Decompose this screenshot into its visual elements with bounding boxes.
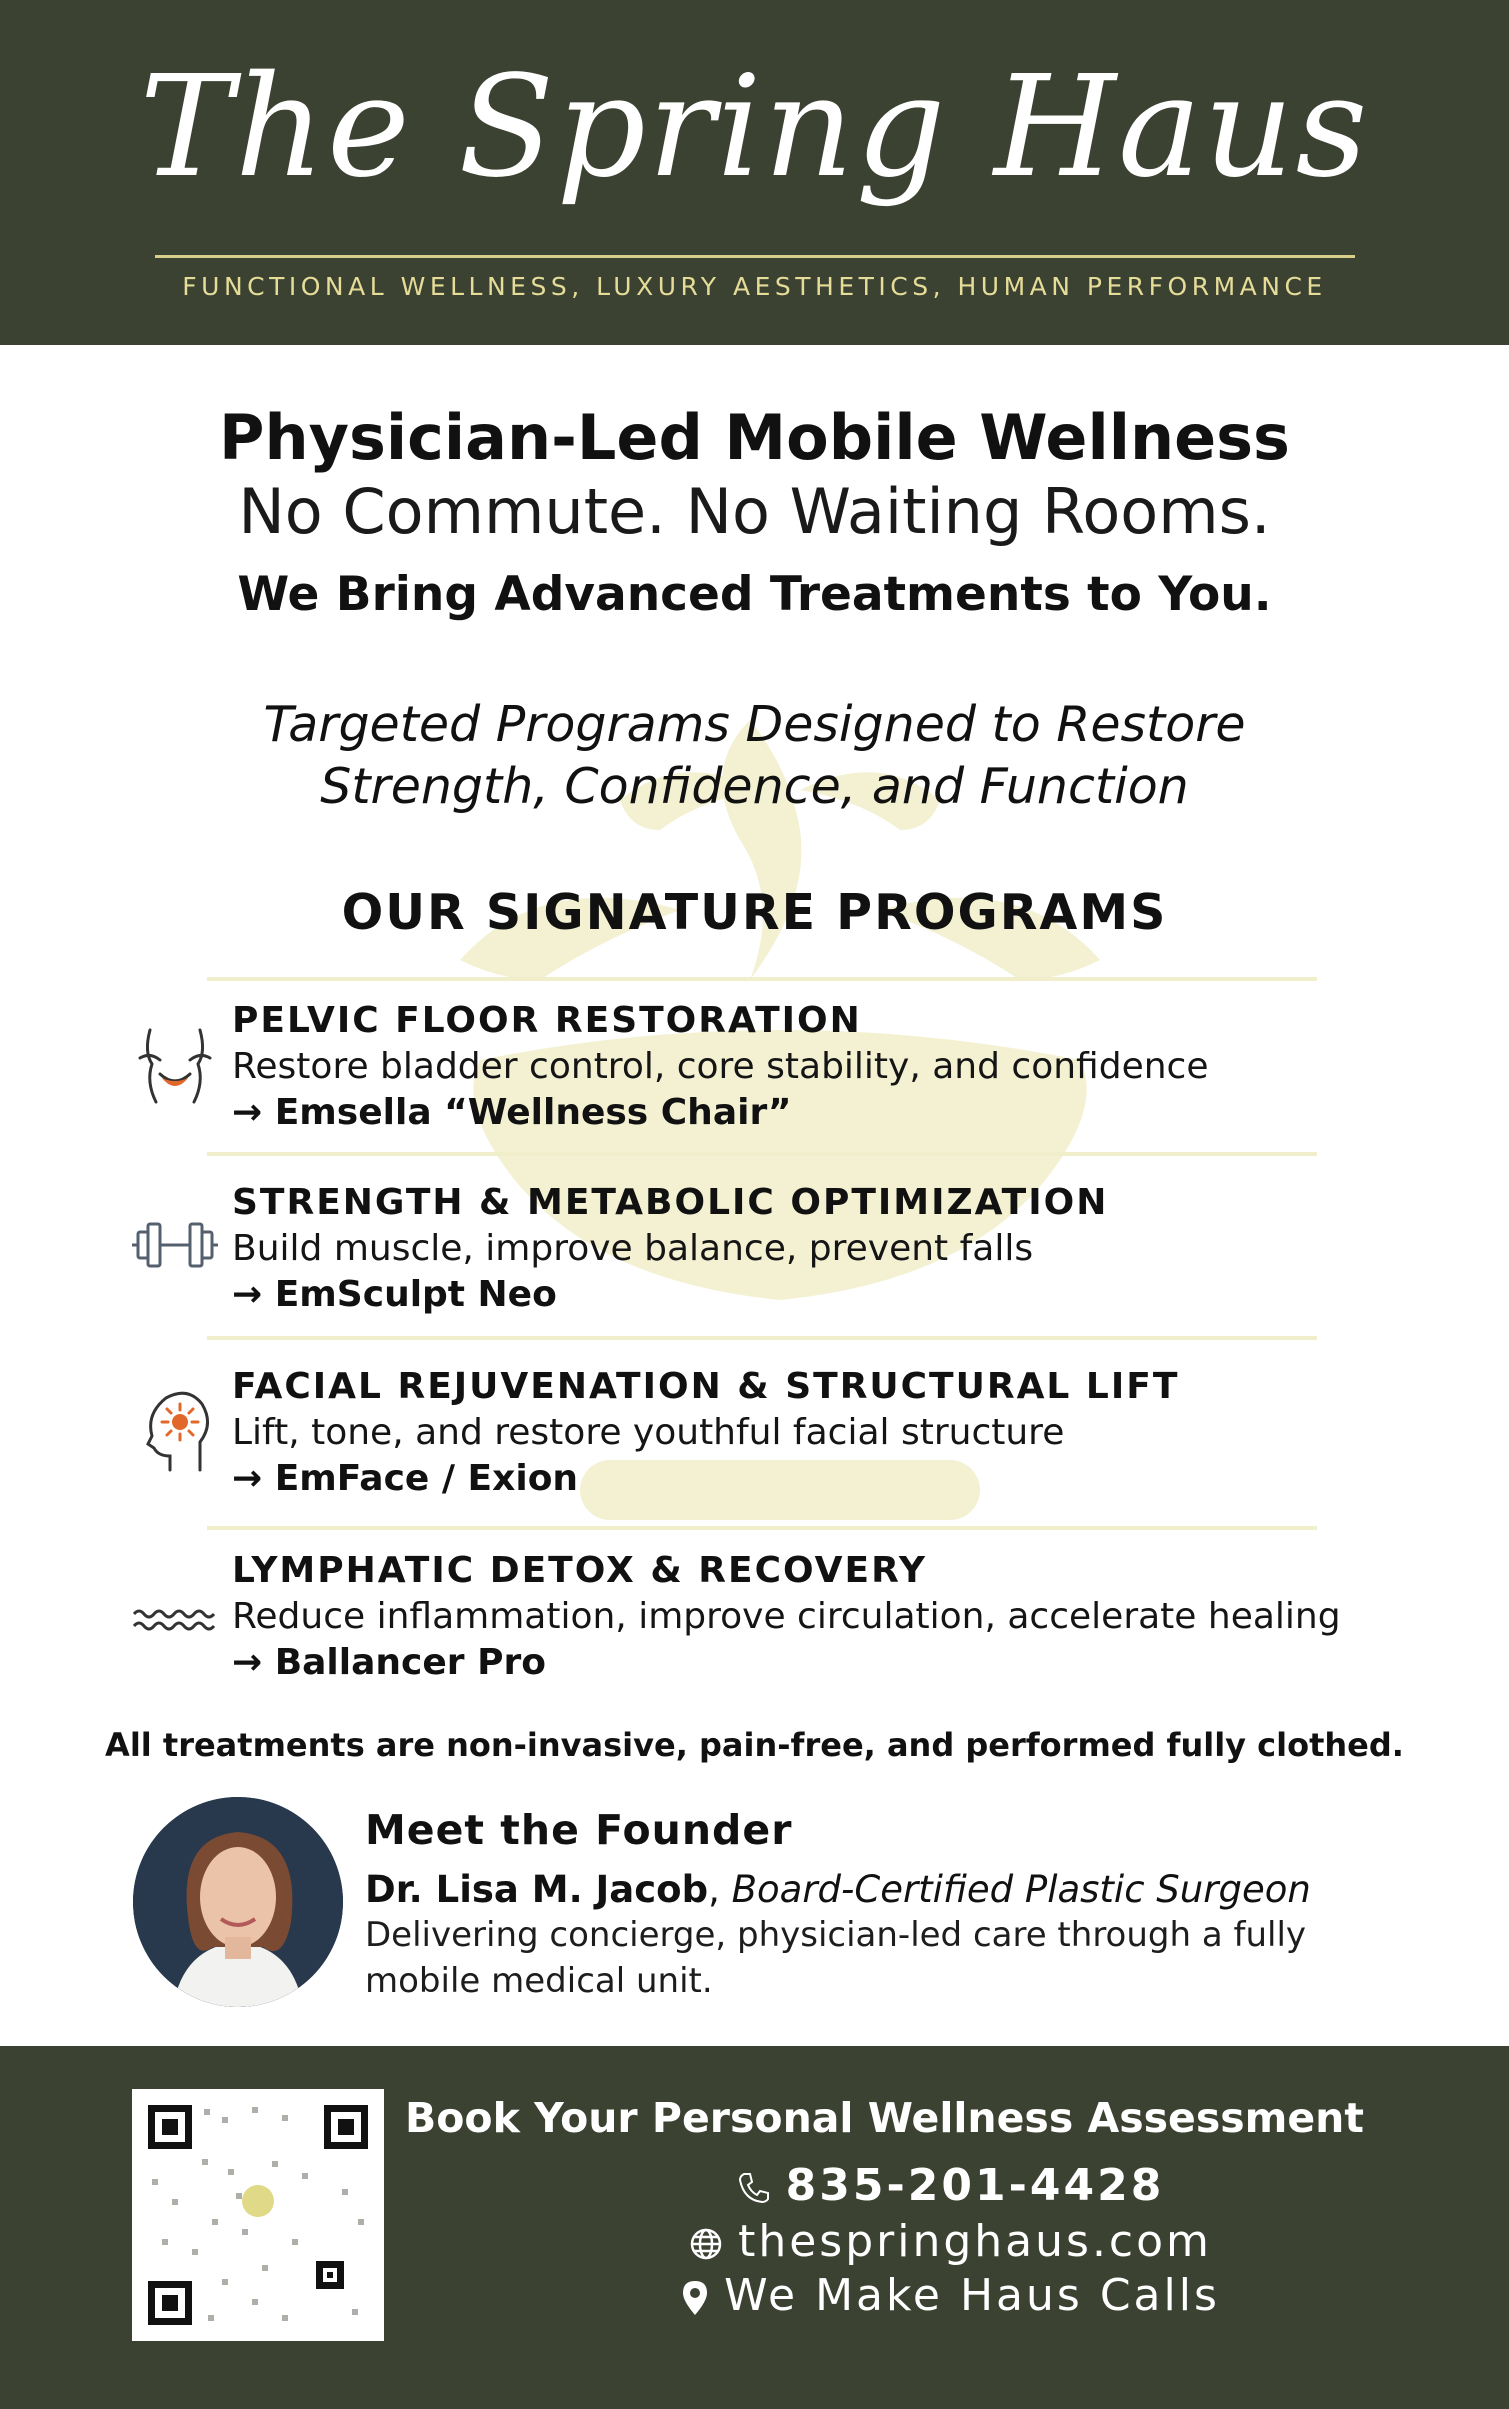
- programs-section-title: OUR SIGNATURE PROGRAMS: [341, 884, 1168, 941]
- phone-contact[interactable]: [600, 2158, 1300, 2214]
- hero-subheadline: No Commute. No Waiting Rooms.: [238, 475, 1271, 548]
- header-banner: [0, 0, 1509, 345]
- founder-name: Dr. Lisa M. Jacob: [365, 1868, 709, 1911]
- program-divider: [207, 1152, 1317, 1156]
- program-divider: [207, 977, 1317, 981]
- program-title: FACIAL REJUVENATION & STRUCTURAL LIFT: [232, 1366, 1180, 1407]
- website-contact[interactable]: [600, 2214, 1300, 2270]
- program-description: Build muscle, improve balance, prevent falls: [232, 1228, 1034, 1269]
- founder-description-line-1: Delivering concierge, physician-led care through a fully: [365, 1915, 1307, 1955]
- program-device: → EmFace / Exion: [232, 1458, 579, 1499]
- map-pin-icon: [680, 2279, 710, 2317]
- program-device: → EmSculpt Neo: [232, 1274, 557, 1315]
- founder-heading: Meet the Founder: [365, 1806, 793, 1854]
- brand-divider: [155, 255, 1355, 258]
- founder-portrait-icon: [133, 1797, 343, 2007]
- head-profile-icon: [130, 1384, 220, 1474]
- dumbbell-icon: [130, 1200, 220, 1290]
- program-item: [232, 1364, 1432, 1502]
- program-title: PELVIC FLOOR RESTORATION: [232, 1000, 862, 1041]
- program-title: LYMPHATIC DETOX & RECOVERY: [232, 1550, 927, 1591]
- founder-credential: Board-Certified Plastic Surgeon: [731, 1868, 1311, 1911]
- location-text: We Make Haus Calls: [724, 2270, 1220, 2321]
- phone-number[interactable]: 835-201-4428: [785, 2160, 1165, 2211]
- founder-description-line-2: mobile medical unit.: [365, 1961, 713, 2001]
- treatment-note: All treatments are non-invasive, pain-free, and performed fully clothed.: [105, 1726, 1404, 1764]
- program-device: → Emsella “Wellness Chair”: [232, 1092, 792, 1133]
- brand-tagline: FUNCTIONAL WELLNESS, LUXURY AESTHETICS, HUMAN PERFORMANCE: [182, 272, 1327, 301]
- brand-logo-text: The Spring Haus: [139, 46, 1370, 209]
- program-item: [232, 998, 1432, 1136]
- hero-headline: Physician-Led Mobile Wellness: [219, 401, 1290, 474]
- location-contact: [600, 2268, 1300, 2324]
- program-description: Reduce inflammation, improve circulation, accelerate healing: [232, 1596, 1341, 1637]
- hero-italic-tagline: [0, 694, 1509, 818]
- website-link[interactable]: thespringhaus.com: [738, 2216, 1212, 2267]
- program-title: STRENGTH & METABOLIC OPTIMIZATION: [232, 1182, 1109, 1223]
- hero-statement: We Bring Advanced Treatments to You.: [237, 567, 1272, 622]
- italic-line-1: Targeted Programs Designed to Restore: [263, 696, 1246, 753]
- program-divider: [207, 1526, 1317, 1530]
- booking-cta: Book Your Personal Wellness Assessment: [405, 2094, 1364, 2142]
- program-item: [232, 1180, 1432, 1318]
- program-item: [232, 1548, 1432, 1686]
- program-description: Lift, tone, and restore youthful facial structure: [232, 1412, 1065, 1453]
- program-description: Restore bladder control, core stability, and confidence: [232, 1046, 1209, 1087]
- pelvis-icon: [130, 1022, 220, 1112]
- italic-line-2: Strength, Confidence, and Function: [320, 758, 1189, 815]
- globe-icon: [688, 2226, 724, 2262]
- phone-icon: [736, 2170, 772, 2206]
- program-device: → Ballancer Pro: [232, 1642, 546, 1683]
- avatar: [133, 1797, 343, 2007]
- program-divider: [207, 1336, 1317, 1340]
- founder-description: [365, 1912, 1415, 2004]
- wave-icon: [130, 1574, 220, 1664]
- founder-name-line: Dr. Lisa M. Jacob, Board-Certified Plastic Surgeon: [365, 1868, 1311, 1911]
